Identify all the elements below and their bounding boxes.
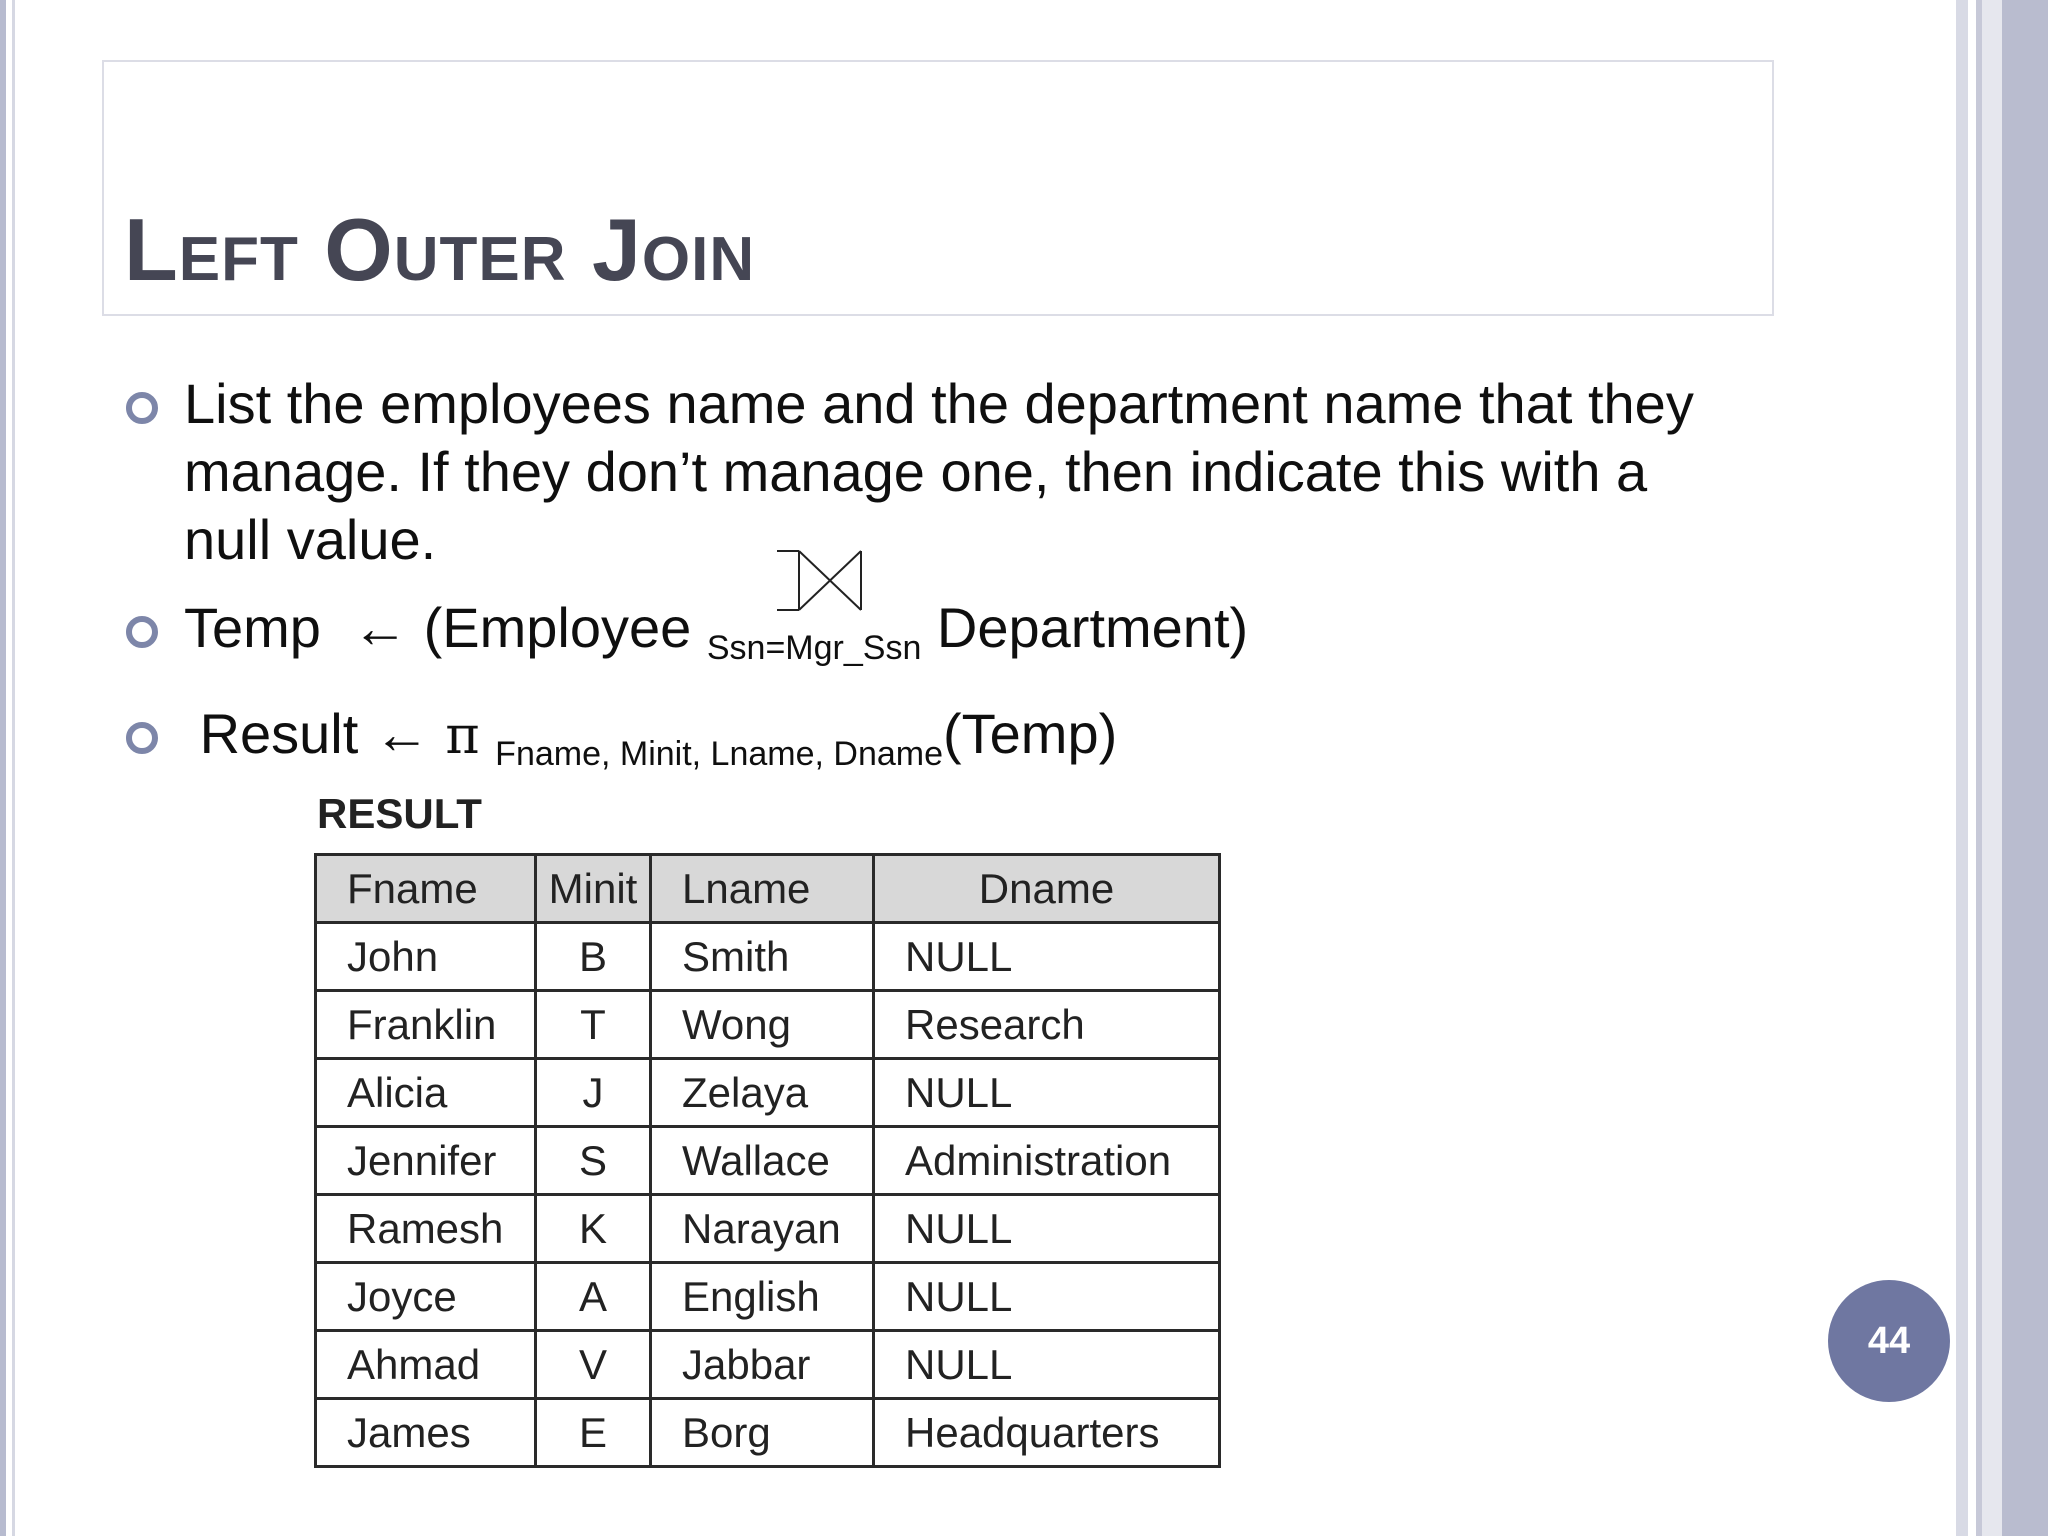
table-cell: Zelaya: [651, 1059, 874, 1127]
table-row: [316, 923, 1220, 991]
projection-pi: π: [445, 706, 480, 766]
table-cell: NULL: [874, 1331, 1220, 1399]
table-cell: B: [536, 923, 651, 991]
right-border-gap: [1968, 0, 1976, 1536]
left-border-line: [0, 0, 6, 1536]
left-outer-join-icon: [775, 548, 871, 614]
table-cell: V: [536, 1331, 651, 1399]
table-header-row: [316, 855, 1220, 923]
projection-attributes: Fname, Minit, Lname, Dname: [495, 735, 944, 773]
slide-title: Left Outer Join: [124, 200, 756, 299]
left-border-line-inner: [12, 0, 15, 1536]
table-cell: Headquarters: [874, 1399, 1220, 1467]
table-cell: Administration: [874, 1127, 1220, 1195]
assign-arrow: ←: [373, 702, 430, 765]
table-row: [316, 1059, 1220, 1127]
table-row: [316, 1399, 1220, 1467]
table-cell: Research: [874, 991, 1220, 1059]
expr-open: (Employee: [423, 596, 692, 659]
table-cell: James: [316, 1399, 536, 1467]
bullet-circle-icon: [126, 616, 158, 648]
table-cell: NULL: [874, 1059, 1220, 1127]
column-header: Minit: [536, 855, 651, 923]
join-operator: [707, 594, 922, 682]
expr-close: Department): [936, 596, 1249, 659]
column-header: Lname: [651, 855, 874, 923]
expr-lhs: Temp: [184, 596, 321, 659]
bullet-circle-icon: [126, 392, 158, 424]
bullet-item-temp-expression: [120, 594, 1760, 682]
table-cell: T: [536, 991, 651, 1059]
table-cell: NULL: [874, 923, 1220, 991]
table-cell: Wong: [651, 991, 874, 1059]
result-table: [314, 853, 1221, 1468]
table-cell: Borg: [651, 1399, 874, 1467]
table-cell: Smith: [651, 923, 874, 991]
bullet-text-line: manage. If they don’t manage one, then indicate this with a: [184, 440, 1648, 503]
table-cell: Joyce: [316, 1263, 536, 1331]
table-cell: A: [536, 1263, 651, 1331]
table-cell: Narayan: [651, 1195, 874, 1263]
column-header: Fname: [316, 855, 536, 923]
join-condition: Ssn=Mgr_Ssn: [706, 629, 922, 667]
table-cell: E: [536, 1399, 651, 1467]
bullet-list: [120, 370, 1760, 788]
table-cell: Franklin: [316, 991, 536, 1059]
projection-argument: (Temp): [943, 702, 1118, 765]
right-border-stripe: [2002, 0, 2048, 1536]
assign-arrow: ←: [352, 596, 409, 659]
bullet-text-line: null value.: [184, 508, 437, 571]
table-cell: NULL: [874, 1263, 1220, 1331]
table-cell: K: [536, 1195, 651, 1263]
table-cell: Ramesh: [316, 1195, 536, 1263]
table-row: [316, 991, 1220, 1059]
table-cell: Alicia: [316, 1059, 536, 1127]
table-cell: NULL: [874, 1195, 1220, 1263]
expr-lhs: Result: [199, 702, 359, 765]
bullet-item-question: [120, 370, 1760, 574]
table-cell: Wallace: [651, 1127, 874, 1195]
table-row: [316, 1331, 1220, 1399]
table-cell: Jabbar: [651, 1331, 874, 1399]
bullet-circle-icon: [126, 722, 158, 754]
page-number-badge: 44: [1828, 1280, 1950, 1402]
table-cell: Jennifer: [316, 1127, 536, 1195]
right-border-stripe: [1982, 0, 2002, 1536]
table-cell: S: [536, 1127, 651, 1195]
bullet-item-result-expression: [120, 700, 1760, 788]
column-header: Dname: [874, 855, 1220, 923]
table-cell: John: [316, 923, 536, 991]
table-cell: Ahmad: [316, 1331, 536, 1399]
right-border-stripe: [1956, 0, 1968, 1536]
table-cell: J: [536, 1059, 651, 1127]
table-row: [316, 1127, 1220, 1195]
bullet-text-line: List the employees name and the department name that they: [184, 372, 1694, 435]
table-row: [316, 1263, 1220, 1331]
table-row: [316, 1195, 1220, 1263]
table-cell: English: [651, 1263, 874, 1331]
result-table-label: RESULT: [317, 790, 482, 837]
